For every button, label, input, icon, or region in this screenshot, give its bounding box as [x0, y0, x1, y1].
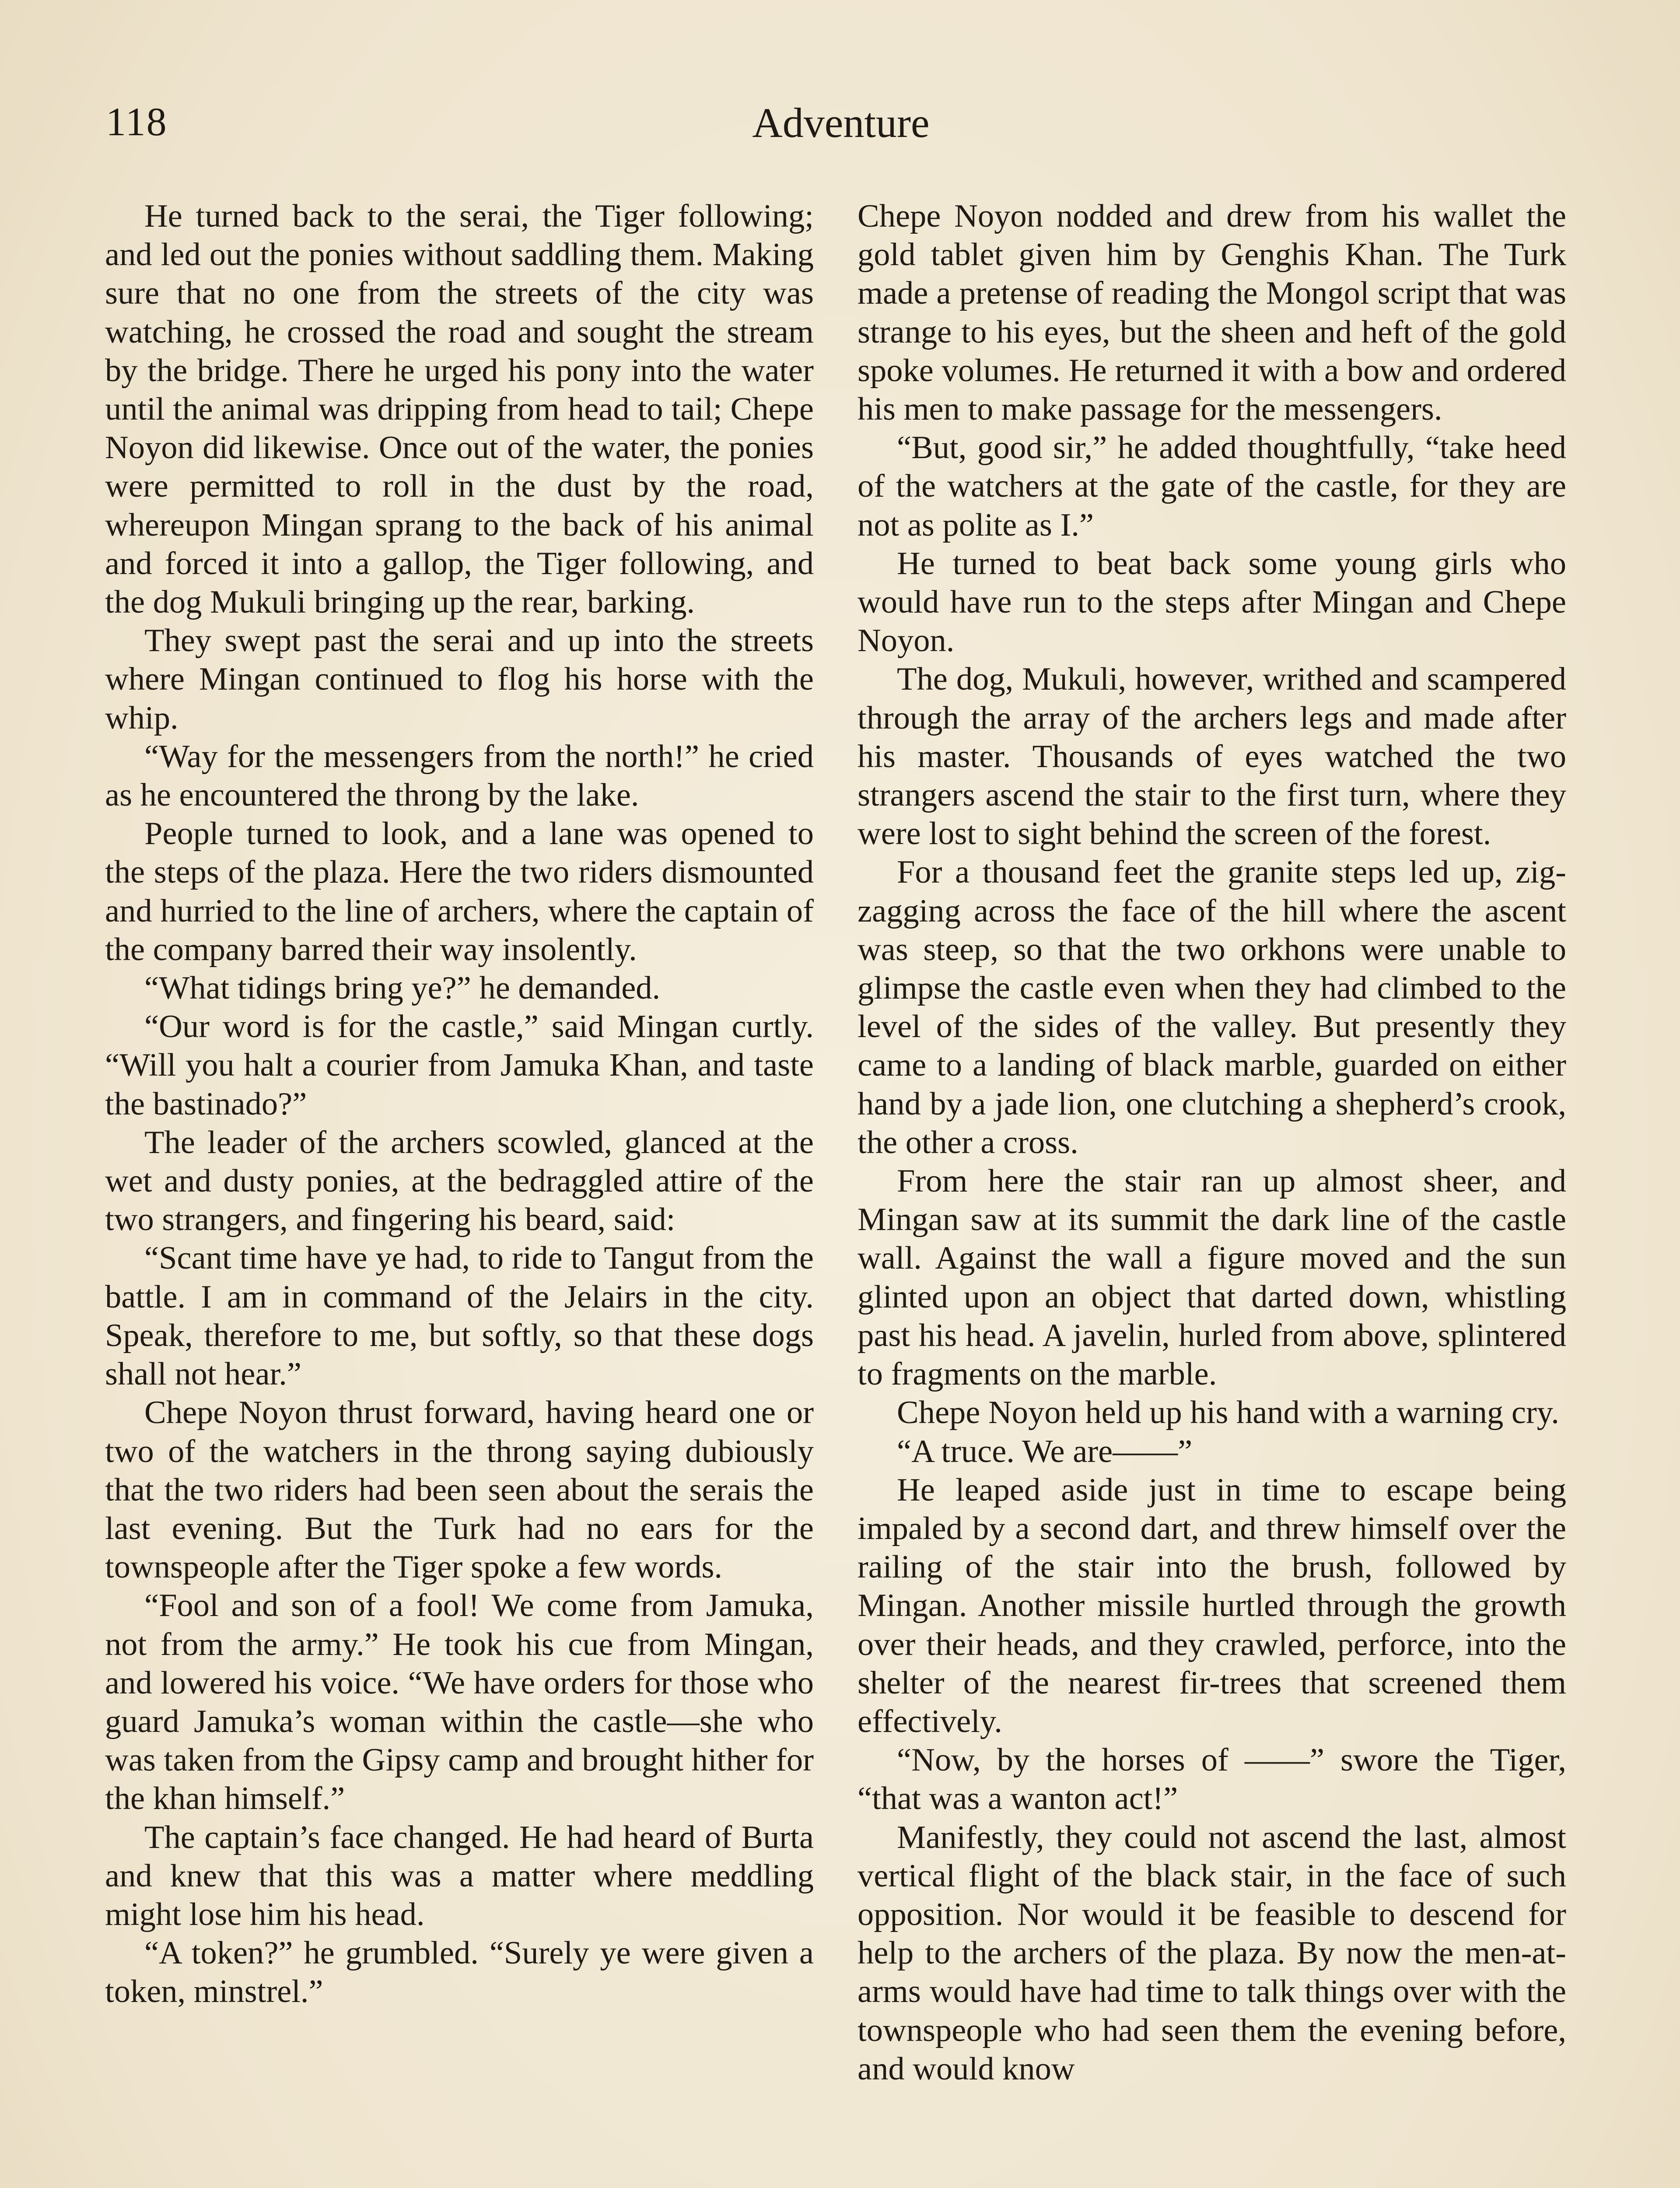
paragraph: “A truce. We are——”: [897, 1433, 1193, 1469]
right-column: [858, 197, 1566, 2088]
paragraph: Chepe Noyon nodded and drew from his wallet the gold tablet given him by Genghis Khan. The Turk made a pretense of reading the Mongol script that was strange to his eyes, but the sheen and heft of the gold spoke volumes. He returned it with a bow and ordered his men to make passage for the messengers.: [858, 198, 1566, 428]
paragraph: He leaped aside just in time to escape being impaled by a second dart, and threw himself over the railing of the stair into the brush, followed by Mingan. Another missile hurtled through the growth over their heads, and they crawled, perforce, into the shelter of the nearest fir-trees that screened them effectively.: [858, 1472, 1566, 1739]
paragraph: He turned back to the serai, the Tiger following; and led out the ponies without saddling them. Making sure that no one from the streets of the city was watching, he crossed the road and sought the stream by the bridge. There he urged his pony into the water until the animal was dripping from head to tail; Chepe Noyon did likewise. Once out of the water, the ponies were permitted to roll in the dust by the road, whereupon Mingan sprang to the back of his animal and forced it into a gallop, the Tiger following, and the dog Mukuli bringing up the rear, barking.: [105, 198, 814, 621]
page-number: 118: [106, 99, 168, 144]
paragraph: “Fool and son of a fool! We come from Jamuka, not from the army.” He took his cue from Mingan, and lowered his voice. “We have orders for those who guard Jamuka’s woman within the castle—she who was taken from the Gipsy camp and brought hither for the khan himself.”: [105, 1588, 814, 1817]
paragraph: “But, good sir,” he added thoughtfully, “take heed of the watchers at the gate of the castle, for they are not as polite as I.”: [858, 430, 1566, 543]
paragraph: Chepe Noyon thrust forward, having heard one or two of the watchers in the throng saying dubiously that the two riders had been seen about the serais the last evening. But the Turk had no ears for the townspeople after the Tiger spoke a few words.: [105, 1395, 814, 1585]
paragraph: Chepe Noyon held up his hand with a warning cry.: [897, 1395, 1559, 1431]
paragraph: “A token?” he grumbled. “Surely ye were given a token, minstrel.”: [105, 1935, 814, 2010]
running-title: Adventure: [752, 99, 930, 146]
left-column: [105, 197, 814, 2011]
paragraph: For a thousand feet the granite steps led up, zig-zagging across the face of the hill where the ascent was steep, so that the two orkhons were unable to glimpse the castle even when they had climbed to the level of the sides of the valley. But presently they came to a landing of black marble, guarded on either hand by a jade lion, one clutching a shepherd’s crook, the other a cross.: [858, 854, 1566, 1161]
paragraph: Manifestly, they could not ascend the last, almost vertical flight of the black stair, in the face of such opposition. Nor would it be feasible to descend for help to the archers of the plaza. By now the men-at-arms would have had time to talk things over with the townspeople who had seen them the evening before, and would know: [858, 1819, 1566, 2087]
paragraph: “What tidings bring ye?” he demanded.: [144, 970, 661, 1006]
paragraph: From here the stair ran up almost sheer, and Mingan saw at its summit the dark line of the castle wall. Against the wall a figure moved and the sun glinted upon an object that darted down, whistling past his head. A javelin, hurled from above, splintered to fragments on the marble.: [858, 1163, 1566, 1392]
paragraph: “Now, by the horses of ——” swore the Tiger, “that was a wanton act!”: [858, 1742, 1566, 1817]
paragraph: “Scant time have ye had, to ride to Tangut from the battle. I am in command of the Jelairs in the city. Speak, therefore to me, but softly, so that these dogs shall not hear.”: [105, 1240, 814, 1392]
paragraph: He turned to beat back some young girls who would have run to the steps after Mingan and Chepe Noyon.: [858, 545, 1566, 659]
paragraph: The captain’s face changed. He had heard of Burta and knew that this was a matter where meddling might lose him his head.: [105, 1819, 814, 1932]
paragraph: “Way for the messengers from the north!” he cried as he encountered the throng by the lake.: [105, 738, 814, 813]
paragraph: They swept past the serai and up into the streets where Mingan continued to flog his horse with the whip.: [105, 623, 814, 736]
paragraph: The leader of the archers scowled, glanced at the wet and dusty ponies, at the bedraggled attire of the two strangers, and fingering his beard, said:: [105, 1124, 814, 1238]
page-header: [106, 98, 1576, 151]
paragraph: People turned to look, and a lane was opened to the steps of the plaza. Here the two riders dismounted and hurried to the line of archers, where the captain of the company barred their way insolently.: [105, 816, 814, 968]
paragraph: “Our word is for the castle,” said Mingan curtly. “Will you halt a courier from Jamuka Khan, and taste the bastinado?”: [105, 1009, 814, 1122]
paragraph: The dog, Mukuli, however, writhed and scampered through the array of the archers legs and made after his master. Thousands of eyes watched the two strangers ascend the stair to the first turn, where they were lost to sight behind the screen of the forest.: [858, 661, 1566, 852]
